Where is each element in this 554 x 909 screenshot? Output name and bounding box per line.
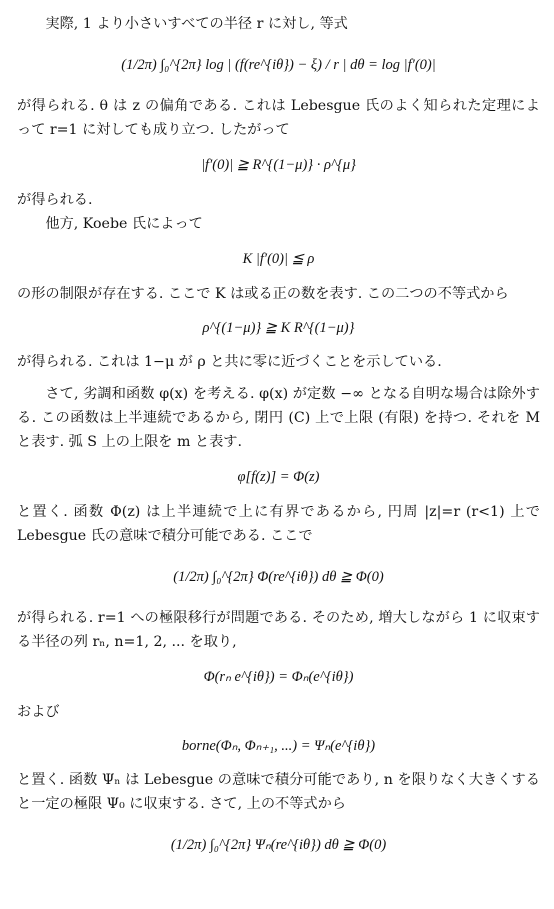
paragraph: さて, 劣調和函数 φ(x) を考える. φ(x) が定数 −∞ となる自明な場合は除外する. この函数は上半連続であるから, 閉円 (C) 上で上限 (有限) を持つ. それを M と表す. 弧 S 上の上限を m と表す. <box>17 386 540 450</box>
equation: ρ^{(1−μ)} ≧ K R^{(1−μ)} <box>202 320 355 336</box>
equation: |f′(0)| ≧ R^{(1−μ)} · ρ^{μ} <box>201 157 356 173</box>
equation: φ[f(z)] = Φ(z) <box>237 469 320 485</box>
paragraph: と置く. 函数 Ψₙ は Lebesgue の意味で積分可能であり, n を限りなく大きくすると一定の極限 Ψ₀ に収束する. さて, 上の不等式から <box>17 772 540 812</box>
paragraph: が得られる. r=1 への極限移行が問題である. そのため, 増大しながら 1 に収束する半径の列 rₙ, n=1, 2, ... を取り, <box>17 610 540 650</box>
equation: Φ(rₙ e^{iθ}) = Φₙ(e^{iθ}) <box>203 669 354 685</box>
equation: (1/2π) ∫₀^{2π} Ψₙ(re^{iθ}) dθ ≧ Φ(0) <box>170 837 387 853</box>
paragraph: 実際, 1 より小さいすべての半径 r に対し, 等式 <box>45 16 348 32</box>
paragraph: が得られる. <box>17 192 93 208</box>
equation: (1/2π) ∫₀^{2π} Φ(re^{iθ}) dθ ≧ Φ(0) <box>173 569 384 585</box>
equation: (1/2π) ∫₀^{2π} log | (f(re^{iθ}) − ξ) / r | dθ = log |f′(0)| <box>121 57 436 73</box>
paragraph: の形の制限が存在する. ここで K は或る正の数を表す. この二つの不等式から <box>17 286 509 302</box>
equation: K |f′(0)| ≦ ρ <box>242 251 315 267</box>
paragraph: と置く. 函数 Φ(z) は上半連続で上に有界であるから, 円周 |z|=r (r<1) 上で Lebesgue 氏の意味で積分可能である. ここで <box>17 504 540 544</box>
equation: borne(Φₙ, Φₙ₊₁, ...) = Ψₙ(e^{iθ}) <box>181 738 376 754</box>
paragraph: が得られる. これは 1−μ が ρ と共に零に近づくことを示している. <box>17 354 442 370</box>
paragraph: 他方, Koebe 氏によって <box>45 216 203 232</box>
paragraph: が得られる. θ は z の偏角である. これは Lebesgue 氏のよく知られた定理によって r=1 に対しても成り立つ. したがって <box>17 98 540 138</box>
paragraph: および <box>17 704 60 720</box>
